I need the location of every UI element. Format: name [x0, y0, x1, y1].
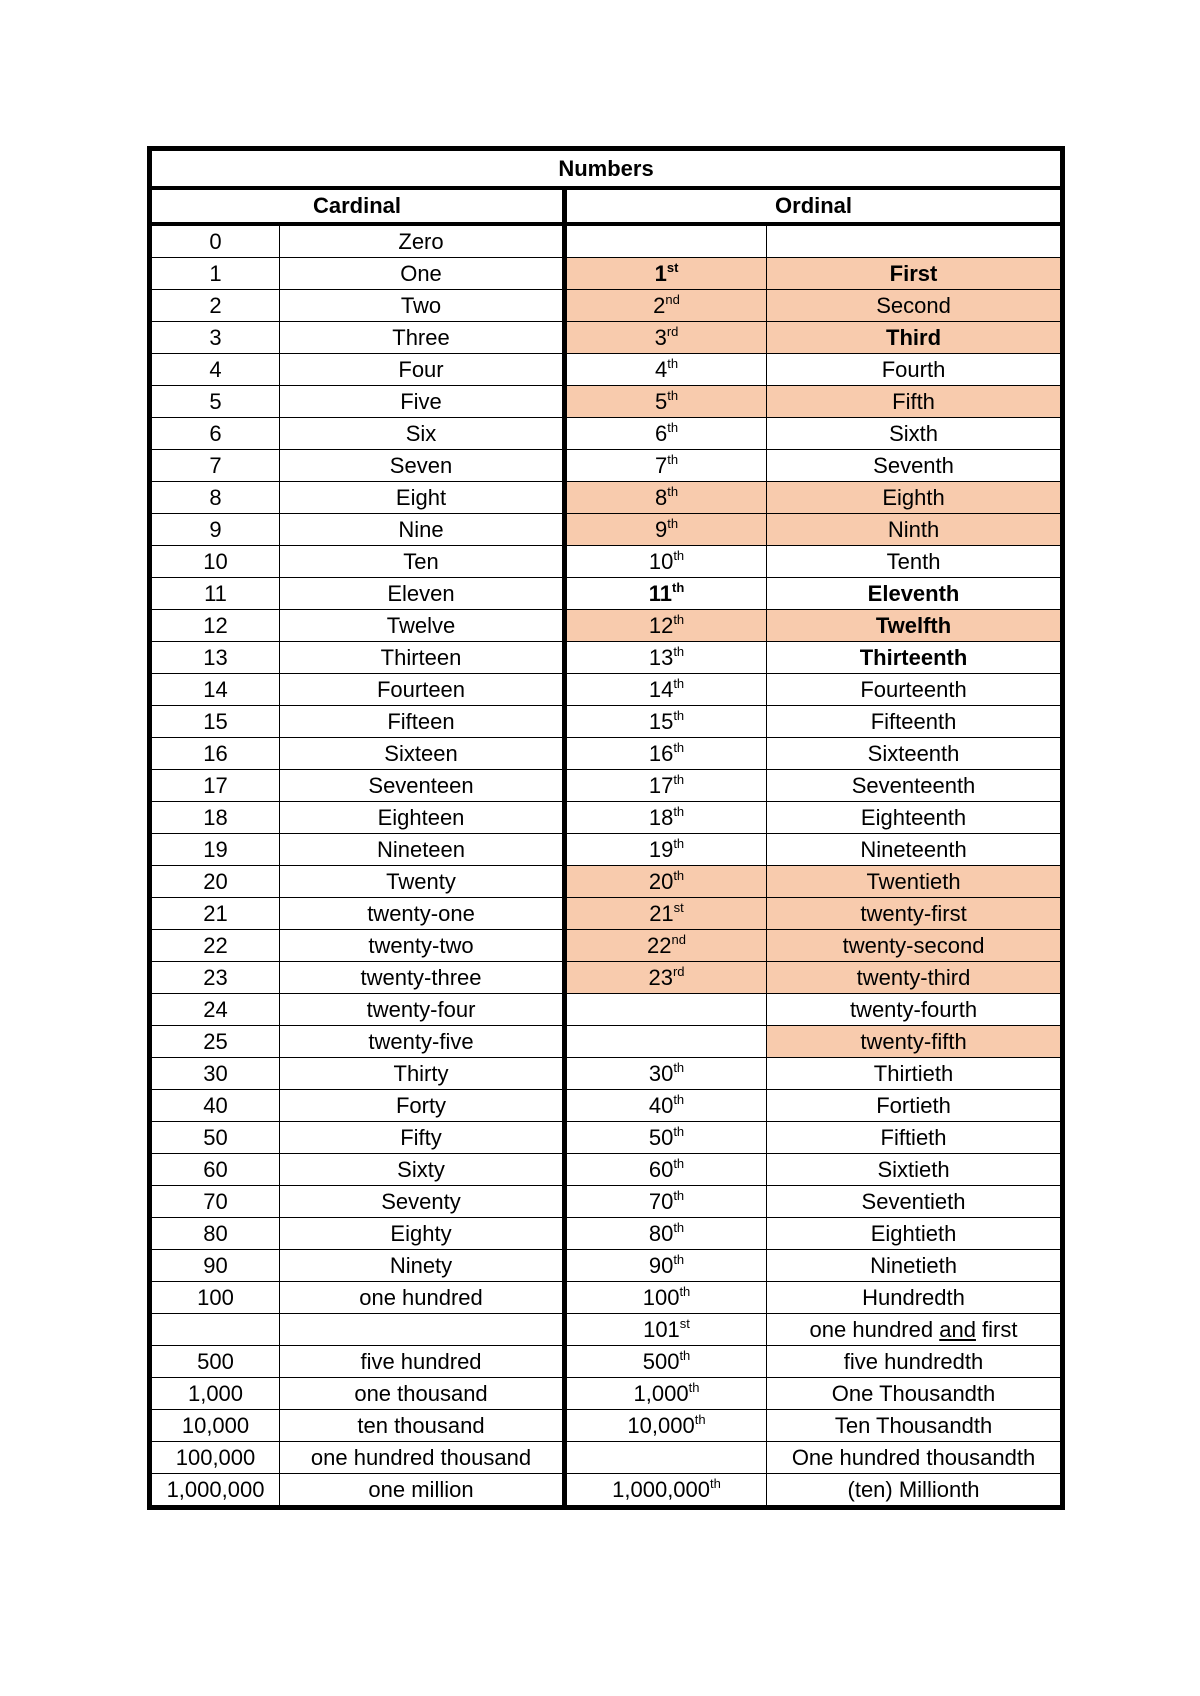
ordinal-suffix: st [679, 1315, 690, 1331]
table-row [150, 962, 1063, 994]
ordinal-number [565, 706, 767, 738]
ordinal-base: 18 [648, 804, 674, 830]
cardinal-number: 1 [150, 258, 280, 290]
ordinal-suffix: th [673, 1123, 685, 1139]
ordinal-base: 500 [642, 1348, 680, 1374]
cardinal-number: 16 [150, 738, 280, 770]
table-row [150, 1474, 1063, 1508]
ordinal-base: 5 [654, 388, 668, 414]
ordinal-suffix: rd [672, 963, 685, 979]
ordinal-word: Sixteenth [767, 738, 1063, 770]
cardinal-header: Cardinal [150, 188, 565, 224]
ordinal-suffix: th [673, 835, 685, 851]
table-row [150, 1218, 1063, 1250]
ordinal-base: 30 [648, 1060, 674, 1086]
numbers-table-body [150, 149, 1063, 1508]
ordinal-word: Twentieth [767, 866, 1063, 898]
ordinal-number [565, 1282, 767, 1314]
ordinal-base: 50 [648, 1124, 674, 1150]
ordinal-suffix: th [667, 483, 679, 499]
ordinal-suffix: th [673, 547, 685, 563]
ordinal-suffix: st [666, 259, 679, 275]
table-row [150, 1410, 1063, 1442]
table-row [150, 898, 1063, 930]
table-row [150, 322, 1063, 354]
cardinal-number: 4 [150, 354, 280, 386]
ordinal-base: 14 [648, 676, 674, 702]
ordinal-suffix: th [667, 451, 679, 467]
ordinal-number [565, 642, 767, 674]
ordinal-number [565, 1442, 767, 1474]
cardinal-word: Thirteen [280, 642, 565, 674]
cardinal-number: 23 [150, 962, 280, 994]
table-row [150, 290, 1063, 322]
cardinal-number [150, 1314, 280, 1346]
ordinal-number [565, 1378, 767, 1410]
ordinal-word: Ninth [767, 514, 1063, 546]
ordinal-word-underlined: and [939, 1316, 976, 1342]
table-row [150, 1378, 1063, 1410]
table-row [150, 514, 1063, 546]
cardinal-word: one million [280, 1474, 565, 1508]
ordinal-base: 101 [643, 1316, 680, 1342]
ordinal-suffix: th [667, 419, 679, 435]
table-row [150, 1186, 1063, 1218]
ordinal-suffix: nd [665, 291, 680, 307]
ordinal-base: 40 [648, 1092, 674, 1118]
ordinal-header: Ordinal [565, 188, 1063, 224]
ordinal-suffix: th [673, 803, 685, 819]
table-row [150, 354, 1063, 386]
cardinal-number: 6 [150, 418, 280, 450]
ordinal-word [767, 224, 1063, 258]
cardinal-number: 19 [150, 834, 280, 866]
ordinal-suffix: th [673, 1155, 685, 1171]
table-row [150, 1314, 1063, 1346]
ordinal-base: 21 [649, 900, 674, 926]
ordinal-suffix: th [673, 1187, 685, 1203]
cardinal-word: one thousand [280, 1378, 565, 1410]
ordinal-word: Fiftieth [767, 1122, 1063, 1154]
cardinal-number: 50 [150, 1122, 280, 1154]
cardinal-word: Eighteen [280, 802, 565, 834]
cardinal-word: five hundred [280, 1346, 565, 1378]
ordinal-suffix: th [673, 707, 685, 723]
cardinal-number: 70 [150, 1186, 280, 1218]
ordinal-base: 13 [648, 644, 674, 670]
cardinal-number: 9 [150, 514, 280, 546]
ordinal-number [565, 1090, 767, 1122]
ordinal-word: Second [767, 290, 1063, 322]
ordinal-number [565, 1122, 767, 1154]
table-row [150, 546, 1063, 578]
ordinal-word: One Thousandth [767, 1378, 1063, 1410]
table-row [150, 834, 1063, 866]
cardinal-word: Seventy [280, 1186, 565, 1218]
table-row [150, 224, 1063, 258]
ordinal-word: twenty-first [767, 898, 1063, 930]
ordinal-suffix: th [667, 387, 679, 403]
cardinal-word: Twenty [280, 866, 565, 898]
cardinal-number: 14 [150, 674, 280, 706]
table-row [150, 1026, 1063, 1058]
ordinal-base: 10 [648, 548, 674, 574]
ordinal-number [565, 1058, 767, 1090]
ordinal-word: Eighth [767, 482, 1063, 514]
cardinal-number: 21 [150, 898, 280, 930]
cardinal-number: 11 [150, 578, 280, 610]
ordinal-suffix: th [671, 579, 685, 595]
cardinal-number: 25 [150, 1026, 280, 1058]
ordinal-word: Nineteenth [767, 834, 1063, 866]
cardinal-number: 20 [150, 866, 280, 898]
table-row [150, 770, 1063, 802]
ordinal-word: Eighteenth [767, 802, 1063, 834]
table-row [150, 1250, 1063, 1282]
ordinal-base: 100 [642, 1284, 680, 1310]
table-row [150, 450, 1063, 482]
cardinal-word: Eight [280, 482, 565, 514]
cardinal-word: Seven [280, 450, 565, 482]
ordinal-base: 12 [648, 612, 674, 638]
cardinal-word: Fifty [280, 1122, 565, 1154]
ordinal-suffix: st [673, 899, 684, 915]
ordinal-number [565, 224, 767, 258]
ordinal-number [565, 1250, 767, 1282]
ordinal-base: 20 [648, 868, 674, 894]
title-row [150, 149, 1063, 189]
cardinal-number: 22 [150, 930, 280, 962]
cardinal-number: 7 [150, 450, 280, 482]
ordinal-word: Ninetieth [767, 1250, 1063, 1282]
table-row [150, 1442, 1063, 1474]
ordinal-number [565, 1218, 767, 1250]
ordinal-word: One hundred thousandth [767, 1442, 1063, 1474]
cardinal-word: Sixty [280, 1154, 565, 1186]
cardinal-word: Zero [280, 224, 565, 258]
ordinal-suffix: th [710, 1475, 721, 1491]
ordinal-suffix: th [673, 1059, 685, 1075]
ordinal-base: 4 [654, 356, 668, 382]
cardinal-word: Fifteen [280, 706, 565, 738]
ordinal-base: 11 [648, 580, 672, 606]
ordinal-word: twenty-second [767, 930, 1063, 962]
ordinal-suffix: th [679, 1283, 691, 1299]
ordinal-base: 1,000 [633, 1380, 689, 1406]
cardinal-number: 8 [150, 482, 280, 514]
ordinal-word: Eleventh [767, 578, 1063, 610]
ordinal-word: (ten) Millionth [767, 1474, 1063, 1508]
ordinal-number [565, 802, 767, 834]
cardinal-number: 30 [150, 1058, 280, 1090]
table-row [150, 802, 1063, 834]
cardinal-word: Sixteen [280, 738, 565, 770]
ordinal-word: twenty-third [767, 962, 1063, 994]
ordinal-base: 6 [654, 420, 668, 446]
ordinal-suffix: th [673, 675, 685, 691]
ordinal-word: Fifteenth [767, 706, 1063, 738]
ordinal-number [565, 1026, 767, 1058]
cardinal-word: one hundred [280, 1282, 565, 1314]
cardinal-word [280, 1314, 565, 1346]
ordinal-suffix: th [694, 1411, 706, 1427]
ordinal-base: 9 [654, 516, 668, 542]
ordinal-word: Tenth [767, 546, 1063, 578]
table-row [150, 418, 1063, 450]
ordinal-number [565, 386, 767, 418]
cardinal-number: 90 [150, 1250, 280, 1282]
ordinal-suffix: th [673, 771, 685, 787]
ordinal-word: Seventeenth [767, 770, 1063, 802]
ordinal-base: 16 [648, 740, 674, 766]
table-row [150, 866, 1063, 898]
cardinal-word: One [280, 258, 565, 290]
ordinal-base: 90 [648, 1252, 674, 1278]
ordinal-number [565, 1314, 767, 1346]
cardinal-number: 15 [150, 706, 280, 738]
ordinal-suffix: th [679, 1347, 691, 1363]
ordinal-word: five hundredth [767, 1346, 1063, 1378]
table-row [150, 1058, 1063, 1090]
ordinal-word: twenty-fourth [767, 994, 1063, 1026]
ordinal-base: 19 [648, 836, 674, 862]
cardinal-word: twenty-five [280, 1026, 565, 1058]
section-header-row [150, 188, 1063, 224]
ordinal-base: 70 [648, 1188, 674, 1214]
cardinal-word: twenty-three [280, 962, 565, 994]
ordinal-word: Ten Thousandth [767, 1410, 1063, 1442]
cardinal-word: twenty-one [280, 898, 565, 930]
ordinal-word: Seventh [767, 450, 1063, 482]
ordinal-word: Fifth [767, 386, 1063, 418]
cardinal-number: 13 [150, 642, 280, 674]
cardinal-number: 1,000,000 [150, 1474, 280, 1508]
ordinal-number [565, 962, 767, 994]
ordinal-base: 60 [648, 1156, 674, 1182]
table-title: Numbers [150, 149, 1063, 189]
cardinal-word: Two [280, 290, 565, 322]
ordinal-word: Sixtieth [767, 1154, 1063, 1186]
ordinal-base: 17 [648, 772, 674, 798]
table-row [150, 1154, 1063, 1186]
cardinal-word: Eighty [280, 1218, 565, 1250]
cardinal-word: Nineteen [280, 834, 565, 866]
ordinal-number [565, 1410, 767, 1442]
ordinal-base: 22 [647, 932, 672, 958]
table-row [150, 386, 1063, 418]
cardinal-word: Forty [280, 1090, 565, 1122]
numbers-table [147, 146, 1065, 1510]
cardinal-number: 24 [150, 994, 280, 1026]
cardinal-word: Twelve [280, 610, 565, 642]
ordinal-suffix: th [673, 1219, 685, 1235]
ordinal-word: Fourteenth [767, 674, 1063, 706]
ordinal-word: Eightieth [767, 1218, 1063, 1250]
table-row [150, 738, 1063, 770]
ordinal-word: Seventieth [767, 1186, 1063, 1218]
cardinal-word: Thirty [280, 1058, 565, 1090]
ordinal-number [565, 322, 767, 354]
cardinal-word: Four [280, 354, 565, 386]
ordinal-suffix: th [673, 1251, 685, 1267]
ordinal-number [565, 610, 767, 642]
ordinal-word: First [767, 258, 1063, 290]
cardinal-number: 40 [150, 1090, 280, 1122]
ordinal-word: Hundredth [767, 1282, 1063, 1314]
ordinal-suffix: nd [671, 931, 686, 947]
cardinal-number: 500 [150, 1346, 280, 1378]
ordinal-suffix: rd [666, 323, 679, 339]
cardinal-number: 80 [150, 1218, 280, 1250]
ordinal-number [565, 866, 767, 898]
table-row [150, 1346, 1063, 1378]
ordinal-suffix: th [688, 1379, 700, 1395]
table-row [150, 930, 1063, 962]
ordinal-base: 2 [653, 292, 666, 318]
cardinal-number: 18 [150, 802, 280, 834]
cardinal-number: 2 [150, 290, 280, 322]
ordinal-number [565, 450, 767, 482]
ordinal-word: Sixth [767, 418, 1063, 450]
cardinal-number: 1,000 [150, 1378, 280, 1410]
ordinal-number [565, 514, 767, 546]
table-row [150, 1282, 1063, 1314]
ordinal-word: Fourth [767, 354, 1063, 386]
ordinal-number [565, 1346, 767, 1378]
ordinal-suffix: th [667, 515, 679, 531]
ordinal-number [565, 834, 767, 866]
table-row [150, 642, 1063, 674]
table-row [150, 482, 1063, 514]
cardinal-number: 60 [150, 1154, 280, 1186]
cardinal-word: Five [280, 386, 565, 418]
cardinal-word: Seventeen [280, 770, 565, 802]
ordinal-number [565, 578, 767, 610]
ordinal-suffix: th [667, 355, 679, 371]
ordinal-number [565, 770, 767, 802]
ordinal-number [565, 418, 767, 450]
table-row [150, 994, 1063, 1026]
ordinal-base: 8 [654, 484, 668, 510]
ordinal-base: 1 [654, 260, 667, 286]
ordinal-suffix: th [673, 643, 685, 659]
ordinal-number [565, 674, 767, 706]
cardinal-number: 5 [150, 386, 280, 418]
cardinal-word: ten thousand [280, 1410, 565, 1442]
ordinal-suffix: th [673, 611, 685, 627]
ordinal-word: twenty-fifth [767, 1026, 1063, 1058]
table-row [150, 1090, 1063, 1122]
ordinal-number [565, 290, 767, 322]
ordinal-number [565, 1154, 767, 1186]
table-row [150, 706, 1063, 738]
cardinal-word: twenty-two [280, 930, 565, 962]
ordinal-base: 23 [648, 964, 673, 990]
cardinal-number: 100 [150, 1282, 280, 1314]
cardinal-word: Ninety [280, 1250, 565, 1282]
ordinal-number [565, 354, 767, 386]
ordinal-base: 1,000,000 [612, 1476, 711, 1502]
cardinal-number: 12 [150, 610, 280, 642]
ordinal-word: Fortieth [767, 1090, 1063, 1122]
ordinal-number [565, 1474, 767, 1508]
ordinal-word: Thirteenth [767, 642, 1063, 674]
ordinal-number [565, 898, 767, 930]
cardinal-number: 0 [150, 224, 280, 258]
ordinal-number [565, 738, 767, 770]
ordinal-suffix: th [673, 1091, 685, 1107]
ordinal-base: 7 [654, 452, 668, 478]
ordinal-word-part: first [975, 1316, 1018, 1342]
ordinal-base: 10,000 [627, 1412, 695, 1438]
cardinal-word: Three [280, 322, 565, 354]
ordinal-suffix: th [673, 739, 685, 755]
ordinal-word-part: one hundred [809, 1316, 940, 1342]
cardinal-word: Ten [280, 546, 565, 578]
cardinal-number: 17 [150, 770, 280, 802]
ordinal-number [565, 546, 767, 578]
table-row [150, 1122, 1063, 1154]
ordinal-word: Third [767, 322, 1063, 354]
cardinal-number: 10,000 [150, 1410, 280, 1442]
cardinal-word: Eleven [280, 578, 565, 610]
ordinal-base: 3 [654, 324, 667, 350]
numbers-sheet [147, 146, 1060, 1510]
ordinal-suffix: th [673, 867, 685, 883]
ordinal-word: Thirtieth [767, 1058, 1063, 1090]
cardinal-number: 3 [150, 322, 280, 354]
cardinal-word: Six [280, 418, 565, 450]
table-row [150, 258, 1063, 290]
ordinal-number [565, 482, 767, 514]
table-row [150, 610, 1063, 642]
ordinal-number [565, 994, 767, 1026]
ordinal-number [565, 258, 767, 290]
cardinal-word: twenty-four [280, 994, 565, 1026]
cardinal-word: one hundred thousand [280, 1442, 565, 1474]
ordinal-base: 15 [648, 708, 674, 734]
ordinal-word: Twelfth [767, 610, 1063, 642]
table-row [150, 674, 1063, 706]
table-row [150, 578, 1063, 610]
ordinal-number [565, 930, 767, 962]
cardinal-number: 100,000 [150, 1442, 280, 1474]
cardinal-word: Fourteen [280, 674, 565, 706]
ordinal-base: 80 [648, 1220, 674, 1246]
cardinal-word: Nine [280, 514, 565, 546]
ordinal-word [767, 1314, 1063, 1346]
cardinal-number: 10 [150, 546, 280, 578]
ordinal-number [565, 1186, 767, 1218]
